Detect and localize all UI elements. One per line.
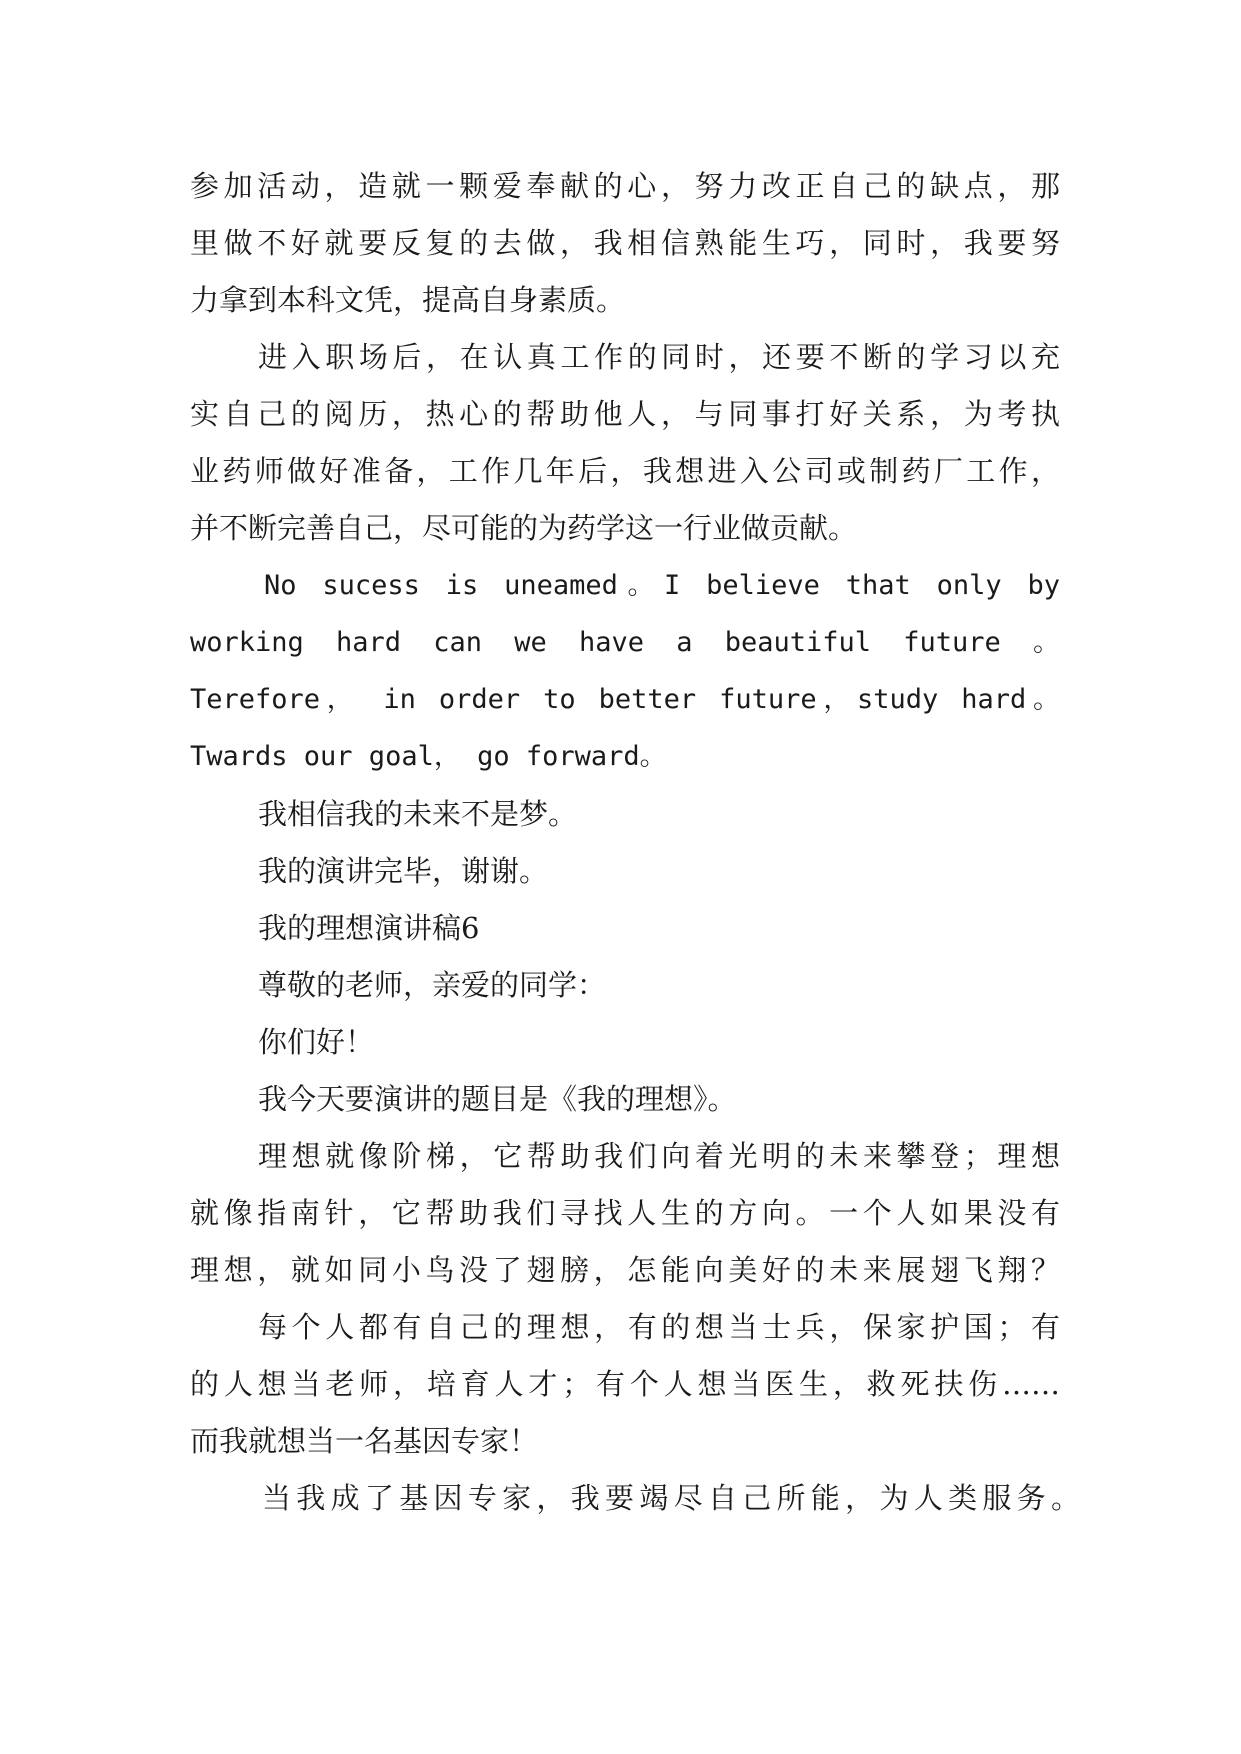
text-line: working hard can we have a beautiful future 。 xyxy=(190,627,1060,658)
text-line: 的人想当老师，培育人才；有个人想当医生，救死扶伤…… xyxy=(190,1367,1060,1401)
text-line: Twards our goal， go forward。 xyxy=(190,741,667,772)
text-line: 你们好！ xyxy=(258,1025,375,1059)
text-line: 我的演讲完毕，谢谢。 xyxy=(258,854,549,888)
text-line: 实自己的阅历，热心的帮助他人，与同事打好关系，为考执 xyxy=(190,397,1060,431)
text-line: No sucess is uneamed。I believe that only by xyxy=(264,570,1060,601)
section-heading: 我的理想演讲稿6 xyxy=(258,911,480,945)
text-line: 每个人都有自己的理想，有的想当士兵，保家护国；有 xyxy=(258,1310,1060,1344)
text-line: 力拿到本科文凭，提高自身素质。 xyxy=(190,283,626,317)
text-line: 而我就想当一名基因专家！ xyxy=(190,1424,539,1458)
text-line: 业药师做好准备，工作几年后，我想进入公司或制药厂工作， xyxy=(190,454,1060,488)
text-line: 尊敬的老师，亲爱的同学： xyxy=(258,968,607,1002)
text-line: 里做不好就要反复的去做，我相信熟能生巧，同时，我要努 xyxy=(190,226,1060,260)
text-line: 理想，就如同小鸟没了翅膀，怎能向美好的未来展翅飞翔？ xyxy=(190,1253,1060,1287)
text-line: 进入职场后，在认真工作的同时，还要不断的学习以充 xyxy=(258,340,1060,374)
text-line: 当我成了基因专家，我要竭尽自己所能，为人类服务。 xyxy=(262,1481,1080,1515)
text-line: 理想就像阶梯，它帮助我们向着光明的未来攀登；理想 xyxy=(258,1139,1060,1173)
text-line: 并不断完善自己，尽可能的为药学这一行业做贡献。 xyxy=(190,511,858,545)
text-line: 我相信我的未来不是梦。 xyxy=(258,797,578,831)
text-line: 参加活动，造就一颗爱奉献的心，努力改正自己的缺点，那 xyxy=(190,169,1060,203)
text-line: Terefore， in order to better future，study hard。 xyxy=(190,684,1060,715)
text-line: 我今天要演讲的题目是《我的理想》。 xyxy=(258,1082,737,1116)
text-line: 就像指南针，它帮助我们寻找人生的方向。一个人如果没有 xyxy=(190,1196,1060,1230)
